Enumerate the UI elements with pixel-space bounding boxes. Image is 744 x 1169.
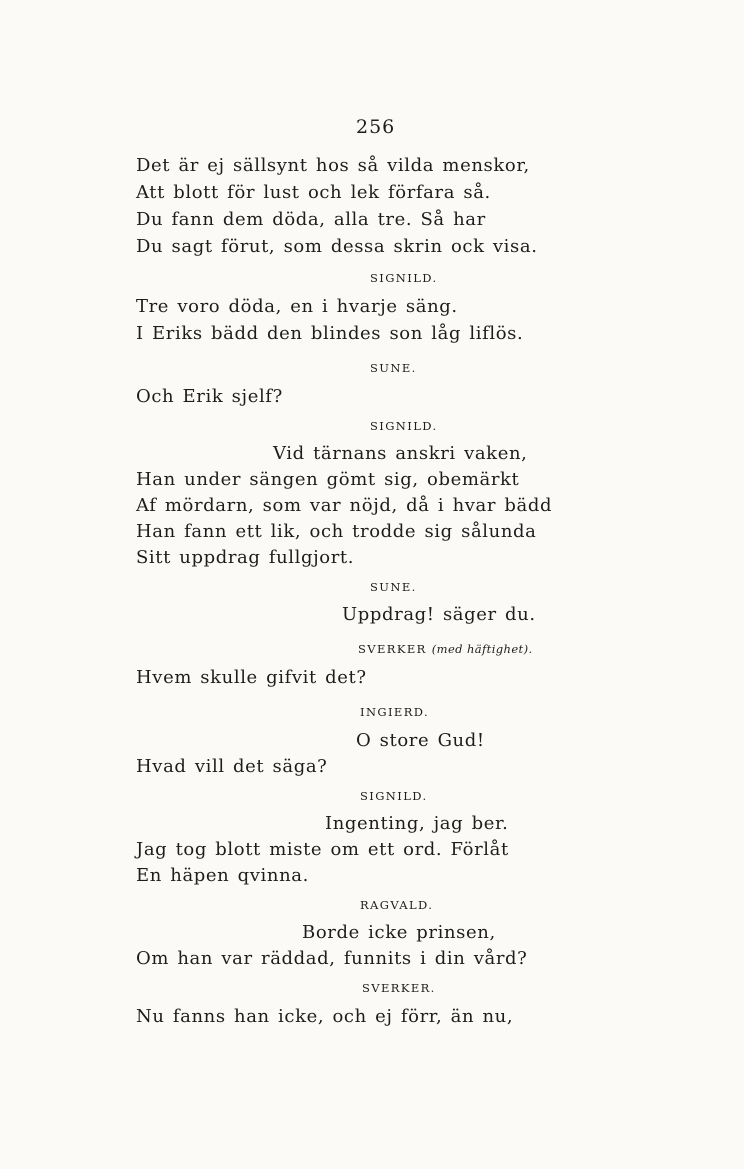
speaker-name [358, 641, 533, 657]
speaker-label: SVERKER [358, 642, 427, 656]
verse-line: Du sagt förut, som dessa skrin ock visa. [136, 236, 538, 257]
verse-line: I Eriks bädd den blindes son låg liflös. [136, 323, 524, 344]
verse-line: Och Erik sjelf? [136, 386, 283, 407]
verse-line: Borde icke prinsen, [302, 922, 496, 943]
verse-line: Hvad vill det säga? [136, 756, 328, 777]
verse-line: Jag tog blott miste om ett ord. Förlåt [136, 839, 509, 860]
speaker-name: SUNE. [370, 361, 417, 375]
verse-line: Tre voro döda, en i hvarje säng. [136, 296, 458, 317]
speaker-name: SIGNILD. [370, 419, 438, 433]
speaker-name: SIGNILD. [360, 789, 428, 803]
verse-line: Vid tärnans anskri vaken, [273, 443, 528, 464]
verse-line: Om han var räddad, funnits i din vård? [136, 948, 528, 969]
verse-line: En häpen qvinna. [136, 865, 309, 886]
verse-line: Nu fanns han icke, och ej förr, än nu, [136, 1006, 514, 1027]
speaker-name: INGIERD. [360, 705, 430, 719]
verse-line: Att blott för lust och lek förfara så. [136, 182, 491, 203]
verse-line: Du fann dem döda, alla tre. Så har [136, 209, 486, 230]
speaker-name: RAGVALD. [360, 898, 434, 912]
verse-line: Sitt uppdrag fullgjort. [136, 547, 355, 568]
speaker-name: SIGNILD. [370, 271, 438, 285]
verse-line: Uppdrag! säger du. [342, 604, 536, 625]
speaker-name: SUNE. [370, 580, 417, 594]
verse-line: Ingenting, jag ber. [325, 813, 509, 834]
speaker-name: SVERKER. [362, 981, 436, 995]
verse-line: Han fann ett lik, och trodde sig sålunda [136, 521, 537, 542]
verse-line: Det är ej sällsynt hos så vilda menskor, [136, 155, 530, 176]
verse-line: Hvem skulle gifvit det? [136, 667, 367, 688]
page-number: 256 [356, 116, 396, 138]
verse-line: Han under sängen gömt sig, obemärkt [136, 469, 520, 490]
verse-line: Af mördarn, som var nöjd, då i hvar bädd [136, 495, 553, 516]
stage-direction: (med häftighet). [431, 642, 533, 656]
verse-line: O store Gud! [356, 730, 485, 751]
